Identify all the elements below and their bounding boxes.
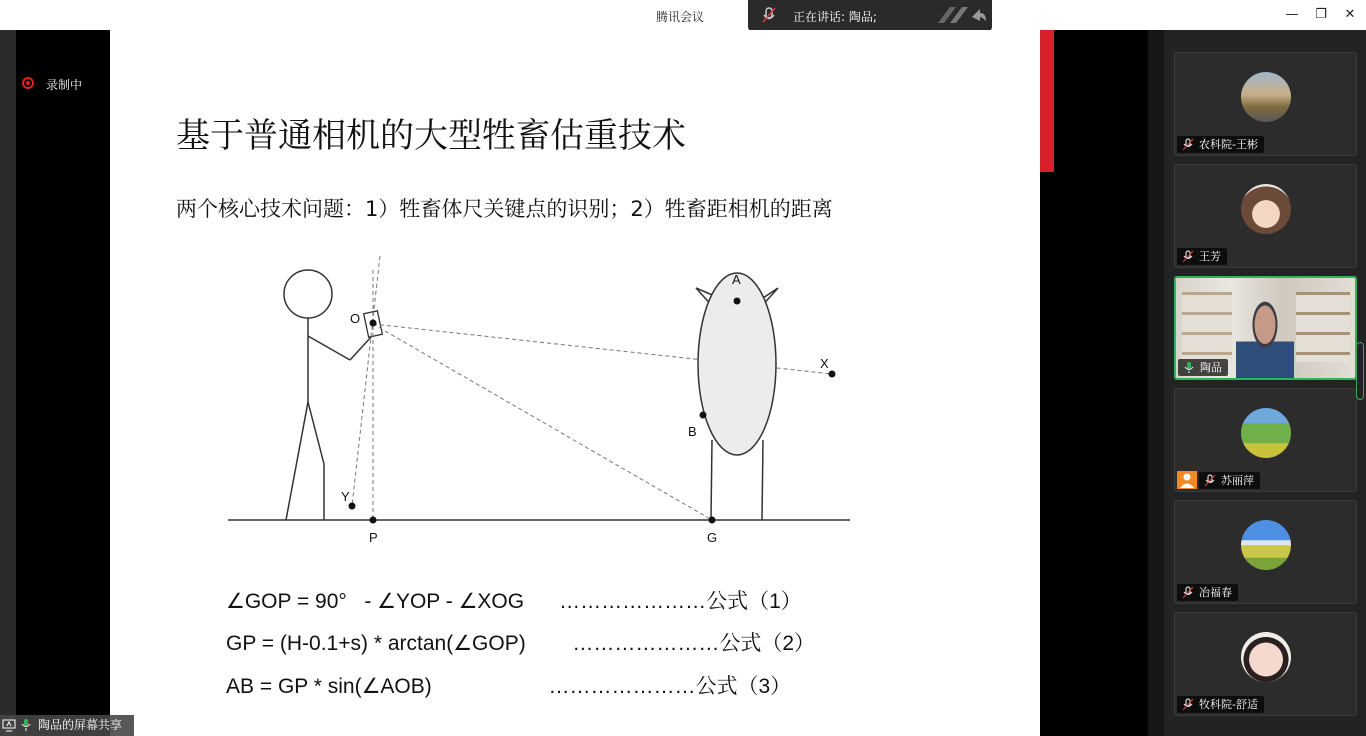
label-A: A (732, 272, 741, 287)
close-button[interactable]: ✕ (1344, 7, 1356, 22)
avatar (1241, 408, 1291, 458)
slide-edge-accent (1040, 30, 1054, 172)
record-icon (22, 77, 34, 89)
mic-muted-icon (1182, 138, 1194, 151)
participant-name: 苏丽萍 (1221, 474, 1254, 487)
avatar (1241, 184, 1291, 234)
speaker-wave-icon (936, 5, 986, 25)
label-G: G (707, 530, 718, 545)
participant-name: 陶品 (1200, 361, 1222, 374)
participant-name-tag (1178, 359, 1228, 376)
screen-share-icon (2, 718, 16, 732)
participant-name-tag (1199, 472, 1260, 489)
mic-muted-icon (1182, 250, 1194, 263)
participant-name: 农科院-王彬 (1199, 138, 1258, 151)
mic-muted-icon (1182, 586, 1194, 599)
label-Y: Y (341, 489, 350, 504)
speaking-text: 正在讲话: 陶品; (793, 10, 877, 24)
person-icon (1177, 471, 1197, 489)
mic-active-icon (1183, 361, 1195, 374)
left-letterbox (0, 30, 110, 736)
panel-scrollbar[interactable] (1356, 342, 1364, 400)
participant-name-tag (1177, 584, 1238, 601)
label-B: B (688, 424, 697, 439)
slide-title: 基于普通相机的大型牲畜估重技术 (176, 116, 686, 156)
mic-muted-icon (760, 6, 778, 24)
screen-share-tag[interactable] (0, 715, 134, 736)
formula-3: AB = GP * sin(∠AOB) …………………公式（3） (226, 675, 792, 698)
title-bar (0, 0, 1366, 30)
participant-name: 王芳 (1199, 250, 1221, 263)
recording-label: 录制中 (46, 78, 83, 92)
left-strip (0, 30, 16, 736)
avatar (1241, 520, 1291, 570)
participant-name-tag (1177, 248, 1227, 265)
minimize-button[interactable]: — (1285, 7, 1299, 22)
shared-slide (110, 30, 1040, 736)
participant-tile[interactable] (1174, 52, 1357, 156)
mic-active-icon (20, 718, 32, 732)
formula-2: GP = (H-0.1+s) * arctan(∠GOP) …………………公式（2） (226, 632, 816, 655)
participant-name: 牧科院-舒适 (1199, 698, 1258, 711)
formula-1: ∠GOP = 90° - ∠YOP - ∠XOG …………………公式（1） (226, 590, 802, 613)
participant-tile-active[interactable] (1174, 276, 1357, 380)
participant-name-tag (1177, 696, 1264, 713)
participant-tile[interactable] (1174, 164, 1357, 268)
participant-tile[interactable] (1174, 500, 1357, 604)
mic-muted-icon (1204, 474, 1216, 487)
participant-tile[interactable] (1174, 388, 1357, 492)
stick-figure (284, 270, 372, 520)
screen-share-label: 陶品的屏幕共享 (38, 718, 123, 732)
livestock-outline (696, 273, 778, 520)
participant-tile[interactable] (1174, 612, 1357, 716)
right-letterbox (1040, 30, 1164, 736)
participant-name: 冶福春 (1199, 586, 1232, 599)
avatar (1241, 72, 1291, 122)
label-X: X (820, 356, 829, 371)
slide-subtitle: 两个核心技术问题：1）牲畜体尺关键点的识别；2）牲畜距相机的距离 (176, 197, 833, 221)
participant-name-tag (1177, 136, 1264, 153)
avatar (1241, 632, 1291, 682)
speaking-indicator (748, 0, 992, 31)
app-title: 腾讯会议 (656, 10, 705, 24)
mic-muted-icon (1182, 698, 1194, 711)
label-P: P (369, 530, 378, 545)
restore-button[interactable]: ❐ (1315, 7, 1327, 22)
label-O: O (350, 311, 361, 326)
